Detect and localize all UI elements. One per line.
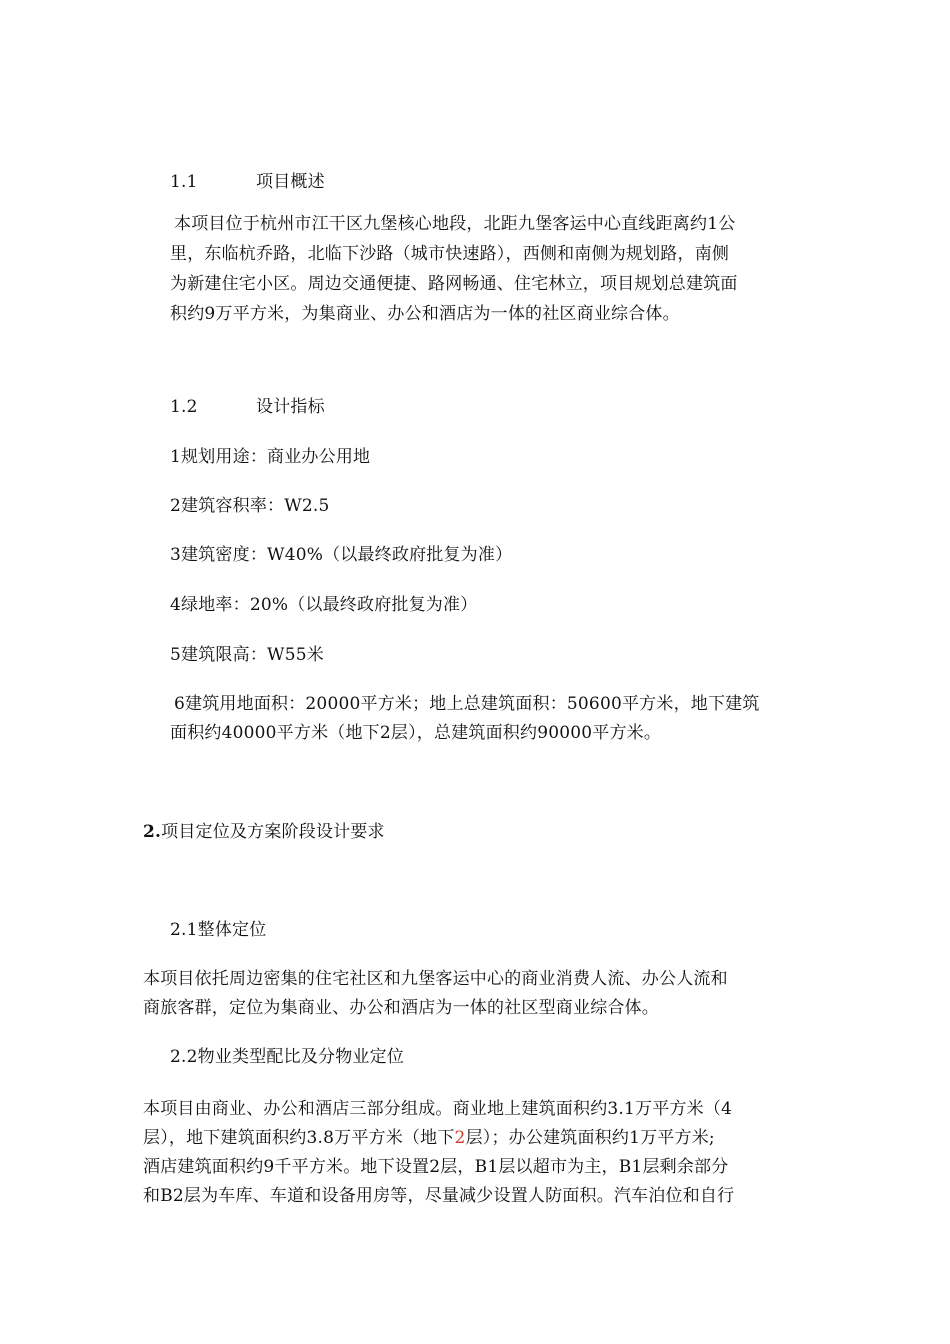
section-2-2-paragraph-line: 本项目由商业、办公和酒店三部分组成。商业地上建筑面积约3.1万平方米（4: [143, 1099, 733, 1119]
indicator-item: 4绿地率：20%（以最终政府批复为准）: [170, 595, 478, 615]
line-text: 层），地下建筑面积约3.8万平方米（地下: [143, 1128, 455, 1148]
section-2-1-paragraph-line: 本项目依托周边密集的住宅社区和九堡客运中心的商业消费人流、办公人流和: [143, 969, 728, 989]
indicator-item: 3建筑密度：W40%（以最终政府批复为准）: [170, 545, 513, 565]
section-2-1-paragraph-line: 商旅客群，定位为集商业、办公和酒店为一体的社区型商业综合体。: [143, 998, 659, 1018]
section-1-1-paragraph-line: 本项目位于杭州市江干区九堡核心地段，北距九堡客运中心直线距离约1公: [174, 214, 736, 234]
section-2-2-paragraph-line: 酒店建筑面积约9千平方米。地下设置2层，B1层以超市为主，B1层剩余部分: [143, 1157, 729, 1177]
section-2-number: 2.: [143, 822, 162, 842]
indicator-item-6-line: 面积约40000平方米（地下2层），总建筑面积约90000平方米。: [170, 723, 662, 743]
indicator-item: 2建筑容积率：W2.5: [170, 496, 330, 516]
section-2-2-paragraph-line: [143, 1126, 715, 1150]
section-2-1-heading: 2.1整体定位: [170, 920, 267, 940]
section-1-1-paragraph-line: 里，东临杭乔路，北临下沙路（城市快速路），西侧和南侧为规划路，南侧: [170, 244, 730, 264]
section-1-1-paragraph-line: 积约9万平方米，为集商业、办公和酒店为一体的社区商业综合体。: [170, 304, 680, 324]
section-1-1-number: 1.1: [170, 172, 198, 192]
section-1-1-paragraph-line: 为新建住宅小区。周边交通便捷、路网畅通、住宅林立，项目规划总建筑面: [170, 274, 738, 294]
section-1-2-title: 设计指标: [256, 397, 325, 417]
section-1-1-heading: [170, 170, 325, 194]
line-text: 层）；办公建筑面积约1万平方米;: [465, 1128, 715, 1148]
indicator-item-6-line: 6建筑用地面积：20000平方米；地上总建筑面积：50600平方米，地下建筑: [174, 694, 760, 714]
section-1-1-title: 项目概述: [256, 172, 325, 192]
highlighted-number: 2: [454, 1128, 466, 1148]
indicator-item: 5建筑限高：W55米: [170, 645, 324, 665]
section-2-2-heading: 2.2物业类型配比及分物业定位: [170, 1047, 405, 1067]
section-2-heading: [143, 820, 385, 844]
section-2-title: 项目定位及方案阶段设计要求: [161, 822, 385, 842]
section-2-2-paragraph-line: 和B2层为车库、车道和设备用房等，尽量减少设置人防面积。汽车泊位和自行: [143, 1186, 735, 1206]
section-1-2-heading: [170, 395, 325, 419]
section-1-2-number: 1.2: [170, 397, 198, 417]
indicator-item: 1规划用途：商业办公用地: [170, 447, 371, 467]
